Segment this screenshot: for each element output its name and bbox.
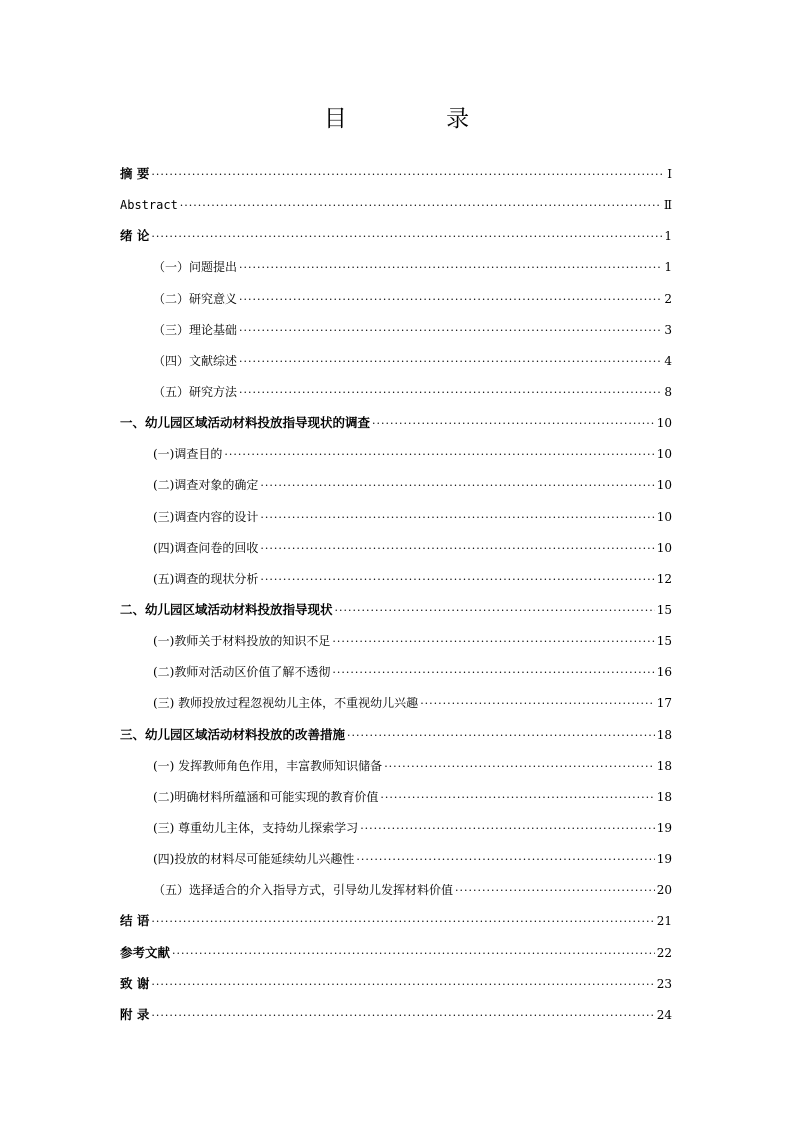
toc-entry-label: 致 谢: [120, 975, 150, 991]
toc-page-number: 21: [656, 914, 672, 929]
toc-subentry[interactable]: [120, 662, 672, 693]
toc-entry-label: （五）研究方法: [153, 384, 238, 399]
dot-leader: [356, 850, 654, 870]
toc-subentry[interactable]: [120, 320, 672, 351]
dot-leader: [380, 788, 654, 808]
toc-entry[interactable]: [120, 911, 672, 942]
toc-page-number: 22: [656, 945, 672, 960]
toc-entry[interactable]: [120, 413, 672, 444]
dot-leader: [239, 258, 662, 278]
toc-page-number: 24: [656, 1007, 672, 1022]
dot-leader: [384, 757, 655, 777]
toc-entry[interactable]: [120, 1005, 672, 1036]
dot-leader: [151, 975, 654, 995]
toc-page-number: 19: [656, 820, 672, 835]
page-title: 目 录: [323, 106, 516, 132]
toc-subentry[interactable]: [120, 569, 672, 600]
toc-entry-label: (三)调查内容的设计: [153, 509, 259, 524]
toc-page-number: 18: [656, 758, 672, 773]
toc-subentry[interactable]: [120, 538, 672, 569]
toc-page-number: 3: [664, 322, 672, 337]
dot-leader: [360, 819, 655, 839]
toc-entry-label: (一)调查目的: [153, 447, 223, 462]
toc-entry-label: Abstract: [120, 198, 178, 213]
dot-leader: [332, 632, 654, 652]
dot-leader: [332, 663, 654, 683]
toc-page-number: 18: [656, 727, 672, 742]
toc-entry[interactable]: [120, 943, 672, 974]
toc-entry-label: 一、幼儿园区域活动材料投放指导现状的调查: [120, 415, 371, 431]
toc-page-number: 8: [664, 384, 672, 399]
toc-page-number: 10: [656, 509, 672, 524]
toc-subentry[interactable]: [120, 289, 672, 320]
toc-entry-label: (三) 教师投放过程忽视幼儿主体，不重视幼儿兴趣: [153, 696, 419, 711]
toc-entry-label: 附 录: [120, 1006, 150, 1022]
dot-leader: [239, 321, 662, 341]
toc-entry-label: （二）研究意义: [153, 291, 238, 306]
toc-subentry[interactable]: [120, 818, 672, 849]
toc-subentry[interactable]: [120, 631, 672, 662]
toc-entry-label: （三）理论基础: [153, 322, 238, 337]
dot-leader: [260, 508, 654, 528]
toc-page-number: 1: [664, 229, 672, 244]
dot-leader: [260, 476, 654, 496]
toc-entry-label: （一）问题提出: [153, 260, 238, 275]
toc-entry-label: (五)调查的现状分析: [153, 571, 259, 586]
dot-leader: [260, 539, 654, 559]
toc-page-number: 20: [656, 883, 672, 898]
toc-subentry[interactable]: [120, 693, 672, 724]
toc-subentry[interactable]: [120, 475, 672, 506]
toc-entry-label: (二)明确材料所蕴涵和可能实现的教育价值: [153, 789, 379, 804]
dot-leader: [239, 290, 662, 310]
dot-leader: [151, 165, 665, 185]
toc-page-number: Ⅰ: [667, 167, 672, 181]
toc-entry-label: (二)调查对象的确定: [153, 478, 259, 493]
dot-leader: [335, 601, 655, 621]
toc-page-number: 4: [664, 353, 672, 368]
dot-leader: [180, 196, 662, 216]
toc-subentry[interactable]: [120, 756, 672, 787]
toc-entry-label: 结 语: [120, 913, 150, 929]
toc-entry[interactable]: [120, 164, 672, 195]
toc-page-number: 17: [656, 696, 672, 711]
toc-entry-label: （五）选择适合的介入指导方式，引导幼儿发挥材料价值: [153, 883, 454, 898]
dot-leader: [224, 445, 654, 465]
toc-entry-label: (二)教师对活动区价值了解不透彻: [153, 665, 331, 680]
toc-entry-label: 参考文献: [120, 944, 171, 960]
table-of-contents: [120, 164, 672, 1036]
toc-page-number: 18: [656, 789, 672, 804]
toc-subentry[interactable]: [120, 257, 672, 288]
dot-leader: [151, 1006, 654, 1026]
dot-leader: [455, 881, 655, 901]
dot-leader: [239, 383, 662, 403]
toc-page-number: 19: [656, 852, 672, 867]
dot-leader: [347, 726, 655, 746]
toc-subentry[interactable]: [120, 849, 672, 880]
dot-leader: [420, 694, 655, 714]
toc-page-number: 1: [664, 260, 672, 275]
dot-leader: [260, 570, 654, 590]
toc-entry[interactable]: [120, 226, 672, 257]
toc-subentry[interactable]: [120, 444, 672, 475]
toc-entry-label: 绪 论: [120, 228, 150, 244]
toc-entry[interactable]: [120, 600, 672, 631]
toc-entry[interactable]: [120, 974, 672, 1005]
toc-page-number: 2: [664, 291, 672, 306]
toc-page-number: 16: [656, 665, 672, 680]
toc-entry[interactable]: [120, 725, 672, 756]
toc-subentry[interactable]: [120, 880, 672, 911]
toc-entry-label: 摘 要: [120, 166, 150, 181]
toc-entry-label: (三) 尊重幼儿主体，支持幼儿探索学习: [153, 820, 359, 835]
toc-entry-label: 三、幼儿园区域活动材料投放的改善措施: [120, 726, 346, 742]
toc-entry-label: (四)投放的材料尽可能延续幼儿兴趣性: [153, 852, 355, 867]
toc-subentry[interactable]: [120, 351, 672, 382]
toc-page-number: 10: [656, 478, 672, 493]
toc-entry[interactable]: [120, 195, 672, 226]
toc-page-number: 23: [656, 976, 672, 991]
toc-subentry[interactable]: [120, 382, 672, 413]
toc-page-number: 10: [656, 447, 672, 462]
toc-page-number: 10: [656, 540, 672, 555]
dot-leader: [239, 352, 662, 372]
toc-subentry[interactable]: [120, 787, 672, 818]
toc-subentry[interactable]: [120, 507, 672, 538]
dot-leader: [151, 912, 654, 932]
dot-leader: [372, 414, 655, 434]
dot-leader: [151, 227, 662, 247]
toc-entry-label: (一)教师关于材料投放的知识不足: [153, 634, 331, 649]
toc-entry-label: （四）文献综述: [153, 353, 238, 368]
toc-page-number: Ⅱ: [663, 198, 672, 213]
toc-page-number: 12: [656, 571, 672, 586]
toc-entry-label: (一) 发挥教师角色作用，丰富教师知识储备: [153, 758, 383, 773]
toc-entry-label: (四)调查问卷的回收: [153, 540, 259, 555]
toc-page-number: 15: [656, 602, 672, 617]
toc-page-number: 15: [656, 634, 672, 649]
dot-leader: [172, 944, 655, 964]
toc-page-number: 10: [656, 416, 672, 431]
toc-entry-label: 二、幼儿园区域活动材料投放指导现状: [120, 601, 333, 617]
